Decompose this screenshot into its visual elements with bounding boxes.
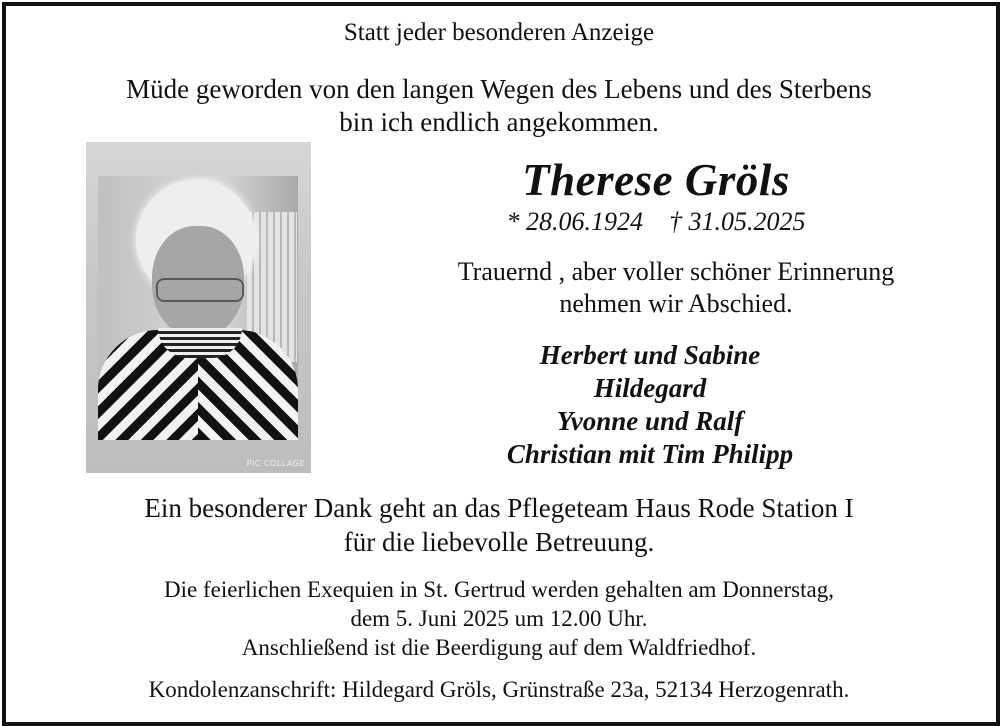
family-member: Christian mit Tim Philipp — [506, 439, 794, 469]
family-member: Hildegard — [593, 373, 707, 403]
family-member: Herbert und Sabine — [539, 340, 761, 370]
service-line-3: Anschließend ist die Beerdigung auf dem Waldfriedhof. — [241, 635, 757, 660]
mourning-line-1: Trauernd , aber voller schöner Erinnerung — [457, 257, 895, 286]
portrait-photo — [86, 142, 311, 473]
intro-text: Statt jeder besonderen Anzeige — [343, 19, 655, 46]
quote-line-2: bin ich endlich angekommen. — [339, 107, 659, 137]
photo-watermark: PIC·COLLAGE — [246, 459, 305, 468]
service-line-1: Die feierlichen Exequien in St. Gertrud werden gehalten am Donnerstag, — [164, 577, 834, 602]
condolence-address: Kondolenzanschrift: Hildegard Gröls, Grünstraße 23a, 52134 Herzogenrath. — [148, 677, 850, 702]
quote-line-1: Müde geworden von den langen Wegen des Lebens und des Sterbens — [126, 74, 872, 104]
deceased-name: Therese Gröls — [522, 155, 790, 205]
family-member: Yvonne und Ralf — [556, 406, 744, 436]
thanks-line-1: Ein besonderer Dank geht an das Pflegeteam Haus Rode Station I — [144, 493, 854, 523]
life-dates: * 28.06.1924 † 31.05.2025 — [506, 207, 806, 236]
photo-glasses — [156, 278, 244, 302]
thanks-line-2: für die liebevolle Betreuung. — [343, 527, 655, 557]
service-line-2: dem 5. Juni 2025 um 12.00 Uhr. — [350, 606, 648, 631]
mourning-line-2: nehmen wir Abschied. — [559, 289, 793, 318]
